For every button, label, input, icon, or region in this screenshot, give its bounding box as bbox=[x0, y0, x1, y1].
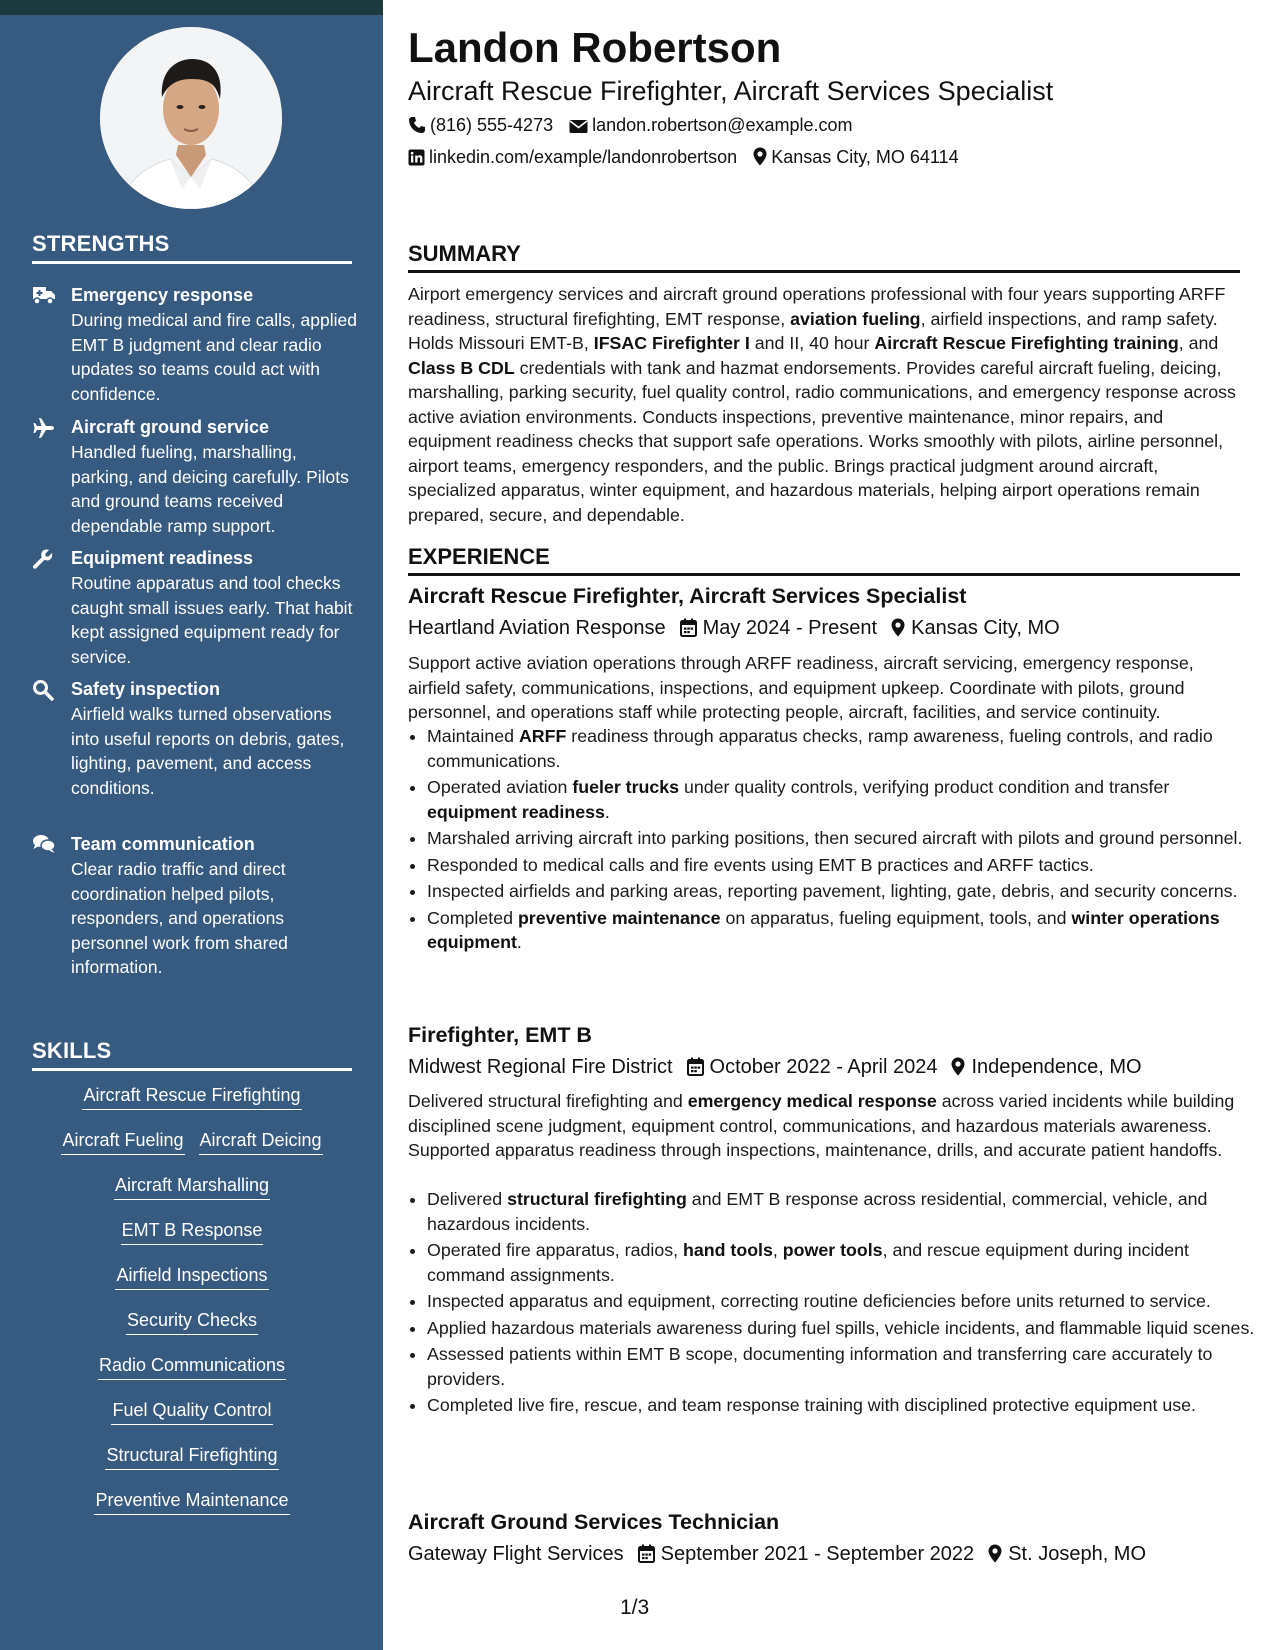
text-run: , and bbox=[1178, 333, 1219, 353]
job-bullet bbox=[427, 879, 1259, 904]
job-location: Independence, MO bbox=[971, 1056, 1142, 1078]
bold-keyword: Class B CDL bbox=[408, 357, 515, 378]
text-run: , airfield inspections, and ramp safety. Holds Missouri EMT-B, bbox=[408, 308, 1218, 353]
strength-title: Team communication bbox=[71, 834, 255, 854]
text-run: Operated aviation bbox=[427, 777, 573, 797]
bold-keyword: winter operations equipment bbox=[427, 907, 1220, 952]
bold-keyword: ARFF bbox=[518, 726, 567, 746]
skill-tag: Aircraft Rescue Firefighting bbox=[82, 1083, 301, 1110]
job-meta bbox=[408, 1540, 1146, 1571]
job-title: Firefighter, EMT B bbox=[408, 1023, 592, 1047]
text-run: Assessed patients within EMT B scope, documenting information and transferring care accurately to providers. bbox=[427, 1344, 1213, 1389]
text-run: across varied incidents while building disciplined scene judgment, equipment control, communications, and hazardous materials awareness. Supported apparatus readiness through inspections, maintenance, drills, and accurate patient handoffs. bbox=[408, 1091, 1235, 1160]
location-text: Kansas City, MO 64114 bbox=[771, 147, 959, 167]
skill-tag: Preventive Maintenance bbox=[94, 1488, 289, 1515]
skill-tag: EMT B Response bbox=[121, 1218, 264, 1245]
text-run: Inspected apparatus and equipment, correcting routine deficiencies before units returned to service. bbox=[427, 1291, 1211, 1311]
bold-keyword: equipment readiness bbox=[427, 801, 605, 822]
location-pin-icon bbox=[891, 617, 905, 645]
summary-text bbox=[408, 282, 1240, 527]
skills-title: SKILLS bbox=[32, 1038, 352, 1071]
text-run: on apparatus, fueling equipment, tools, and bbox=[720, 907, 1072, 928]
calendar-icon bbox=[680, 617, 697, 645]
phone-icon bbox=[408, 116, 426, 140]
text-run: , bbox=[772, 1240, 783, 1260]
profile-photo bbox=[100, 27, 282, 209]
location-pin-icon bbox=[753, 147, 767, 172]
job-company: Midwest Regional Fire District bbox=[408, 1056, 673, 1078]
search-icon bbox=[32, 679, 56, 701]
bold-keyword: structural firefighting bbox=[507, 1189, 687, 1209]
bold-keyword: IFSAC Firefighter I bbox=[593, 333, 750, 353]
bold-keyword: emergency medical response bbox=[687, 1091, 937, 1111]
text-run: Maintained bbox=[427, 726, 519, 746]
job-bullet bbox=[427, 775, 1259, 824]
bold-keyword: power tools bbox=[782, 1240, 883, 1260]
sidebar-top-bar bbox=[0, 0, 383, 15]
page-number: 1/3 bbox=[620, 1596, 650, 1619]
strength-title: Aircraft ground service bbox=[71, 417, 270, 437]
strength-desc: Routine apparatus and tool checks caught small issues early. That habit kept assigned equipment ready for service. bbox=[71, 573, 353, 667]
calendar-icon bbox=[687, 1056, 704, 1084]
job-bullet bbox=[427, 1238, 1259, 1287]
location-pin-icon bbox=[988, 1543, 1002, 1571]
job-location: Kansas City, MO bbox=[911, 617, 1060, 639]
truck-medical-icon bbox=[32, 285, 56, 307]
skill-tag: Structural Firefighting bbox=[105, 1443, 278, 1470]
job-location: St. Joseph, MO bbox=[1008, 1543, 1147, 1565]
job-bullets bbox=[408, 724, 1259, 957]
text-run: , and rescue equipment during incident command assignments. bbox=[427, 1240, 1189, 1285]
text-run: under quality controls, verifying product condition and transfer bbox=[679, 777, 1170, 797]
text-run: Completed bbox=[427, 907, 518, 928]
job-company: Gateway Flight Services bbox=[408, 1543, 624, 1565]
strength-desc: Handled fueling, marshalling, parking, and deicing carefully. Pilots and ground teams received dependable ramp support. bbox=[71, 442, 349, 536]
job-dates: May 2024 - Present bbox=[702, 617, 878, 639]
text-run: and EMT B response across residential, commercial, vehicle, and hazardous incidents. bbox=[427, 1189, 1208, 1234]
text-run: . bbox=[604, 801, 610, 822]
skill-tag: Fuel Quality Control bbox=[111, 1398, 272, 1425]
job-description bbox=[408, 651, 1240, 725]
linkedin-icon bbox=[408, 148, 425, 172]
job-meta bbox=[408, 614, 1060, 645]
strength-title: Emergency response bbox=[71, 285, 254, 305]
job-dates: October 2022 - April 2024 bbox=[709, 1056, 938, 1078]
summary-title: SUMMARY bbox=[408, 240, 1240, 273]
text-run: Inspected airfields and parking areas, reporting pavement, lighting, gate, debris, and security concerns. bbox=[427, 881, 1238, 901]
text-run: . bbox=[516, 932, 522, 952]
skill-tag: Radio Communications bbox=[98, 1353, 286, 1380]
comments-icon bbox=[32, 834, 56, 856]
job-bullet bbox=[427, 1316, 1259, 1341]
candidate-name: Landon Robertson bbox=[408, 24, 782, 71]
job-bullet bbox=[427, 1393, 1259, 1418]
skill-tag: Aircraft Fueling bbox=[61, 1128, 184, 1155]
strength-desc: Clear radio traffic and direct coordination helped pilots, responders, and operations personnel work from shared information. bbox=[71, 859, 288, 977]
text-run: Marshaled arriving aircraft into parking positions, then secured aircraft with pilots and ground personnel. bbox=[427, 828, 1243, 848]
job-bullet bbox=[427, 724, 1259, 773]
envelope-icon bbox=[569, 116, 588, 140]
bold-keyword: Aircraft Rescue Firefighting training bbox=[874, 333, 1179, 353]
strength-title: Safety inspection bbox=[71, 679, 221, 699]
text-run: Delivered structural firefighting and bbox=[408, 1091, 688, 1111]
bold-keyword: aviation fueling bbox=[790, 308, 921, 329]
job-company: Heartland Aviation Response bbox=[408, 617, 666, 639]
text-run: Operated fire apparatus, radios, bbox=[427, 1240, 683, 1260]
strengths-title: STRENGTHS bbox=[32, 231, 352, 264]
text-run: Support active aviation operations through ARFF readiness, aircraft servicing, emergency response, airfield safety, communications, inspections, and equipment upkeep. Coordinate with pilots, ground personnel, and operations staff while protecting people, aircraft, facilities, and service continuity. bbox=[408, 653, 1194, 722]
bold-keyword: fueler trucks bbox=[572, 777, 680, 797]
strength-title: Equipment readiness bbox=[71, 548, 254, 568]
skill-tag: Airfield Inspections bbox=[115, 1263, 268, 1290]
bold-keyword: hand tools bbox=[683, 1240, 773, 1260]
skill-tag: Security Checks bbox=[126, 1308, 258, 1335]
plane-icon bbox=[32, 417, 56, 439]
text-run: Completed live fire, rescue, and team response training with disciplined protective equipment use. bbox=[427, 1395, 1196, 1415]
skills-list bbox=[32, 1083, 352, 1533]
job-bullet bbox=[427, 1342, 1259, 1391]
skill-tag: Aircraft Deicing bbox=[199, 1128, 323, 1155]
job-bullet bbox=[427, 906, 1259, 955]
job-title: Aircraft Rescue Firefighter, Aircraft Services Specialist bbox=[408, 584, 967, 608]
wrench-icon bbox=[32, 548, 56, 570]
job-bullet bbox=[427, 853, 1259, 878]
text-run: Responded to medical calls and fire events using EMT B practices and ARFF tactics. bbox=[427, 854, 1094, 875]
job-dates: September 2021 - September 2022 bbox=[660, 1543, 975, 1565]
job-bullet bbox=[427, 826, 1259, 851]
job-meta bbox=[408, 1053, 1142, 1084]
contact-row-2 bbox=[408, 145, 959, 172]
experience-title: EXPERIENCE bbox=[408, 543, 1240, 576]
job-bullet bbox=[427, 1289, 1259, 1314]
text-run: readiness through apparatus checks, ramp awareness, fueling controls, and radio communications. bbox=[427, 726, 1213, 771]
location-pin-icon bbox=[951, 1056, 965, 1084]
calendar-icon bbox=[638, 1543, 655, 1571]
phone-text: (816) 555-4273 bbox=[430, 115, 554, 135]
linkedin-text: linkedin.com/example/landonrobertson bbox=[429, 147, 738, 167]
text-run: Applied hazardous materials awareness during fuel spills, vehicle incidents, and flammable liquid scenes. bbox=[427, 1317, 1255, 1338]
contact-row-1 bbox=[408, 113, 853, 140]
text-run: Delivered bbox=[427, 1189, 508, 1209]
text-run: Airport emergency services and aircraft ground operations professional with four years supporting ARFF readiness, structural firefighting, EMT response, bbox=[408, 284, 1226, 329]
candidate-headline: Aircraft Rescue Firefighter, Aircraft Services Specialist bbox=[408, 76, 1054, 106]
email-text: landon.robertson@example.com bbox=[592, 115, 853, 135]
bold-keyword: preventive maintenance bbox=[517, 907, 721, 928]
skill-tag: Aircraft Marshalling bbox=[114, 1173, 270, 1200]
strength-desc: During medical and fire calls, applied EMT B judgment and clear radio updates so teams could act with confidence. bbox=[71, 310, 357, 404]
text-run: credentials with tank and hazmat endorsements. Provides careful aircraft fueling, deicing, marshalling, parking security, fuel quality control, radio communications, and emergency response across active aviation environments. Conducts inspections, preventive maintenance, minor repairs, and equipment readiness checks that support safe operations. Works smoothly with pilots, airline personnel, airport teams, emergency responders, and the public. Brings practical judgment around aircraft, specialized apparatus, winter equipment, and hazardous materials, helping airport operations remain prepared, secure, and dependable. bbox=[408, 357, 1236, 525]
job-bullet bbox=[427, 1187, 1259, 1236]
sidebar bbox=[0, 0, 383, 1650]
job-title: Aircraft Ground Services Technician bbox=[408, 1510, 780, 1534]
strength-desc: Airfield walks turned observations into useful reports on debris, gates, lighting, pavement, and access conditions. bbox=[71, 704, 345, 798]
job-description bbox=[408, 1089, 1240, 1163]
job-bullets bbox=[408, 1187, 1259, 1420]
text-run: and II, 40 hour bbox=[749, 333, 875, 353]
